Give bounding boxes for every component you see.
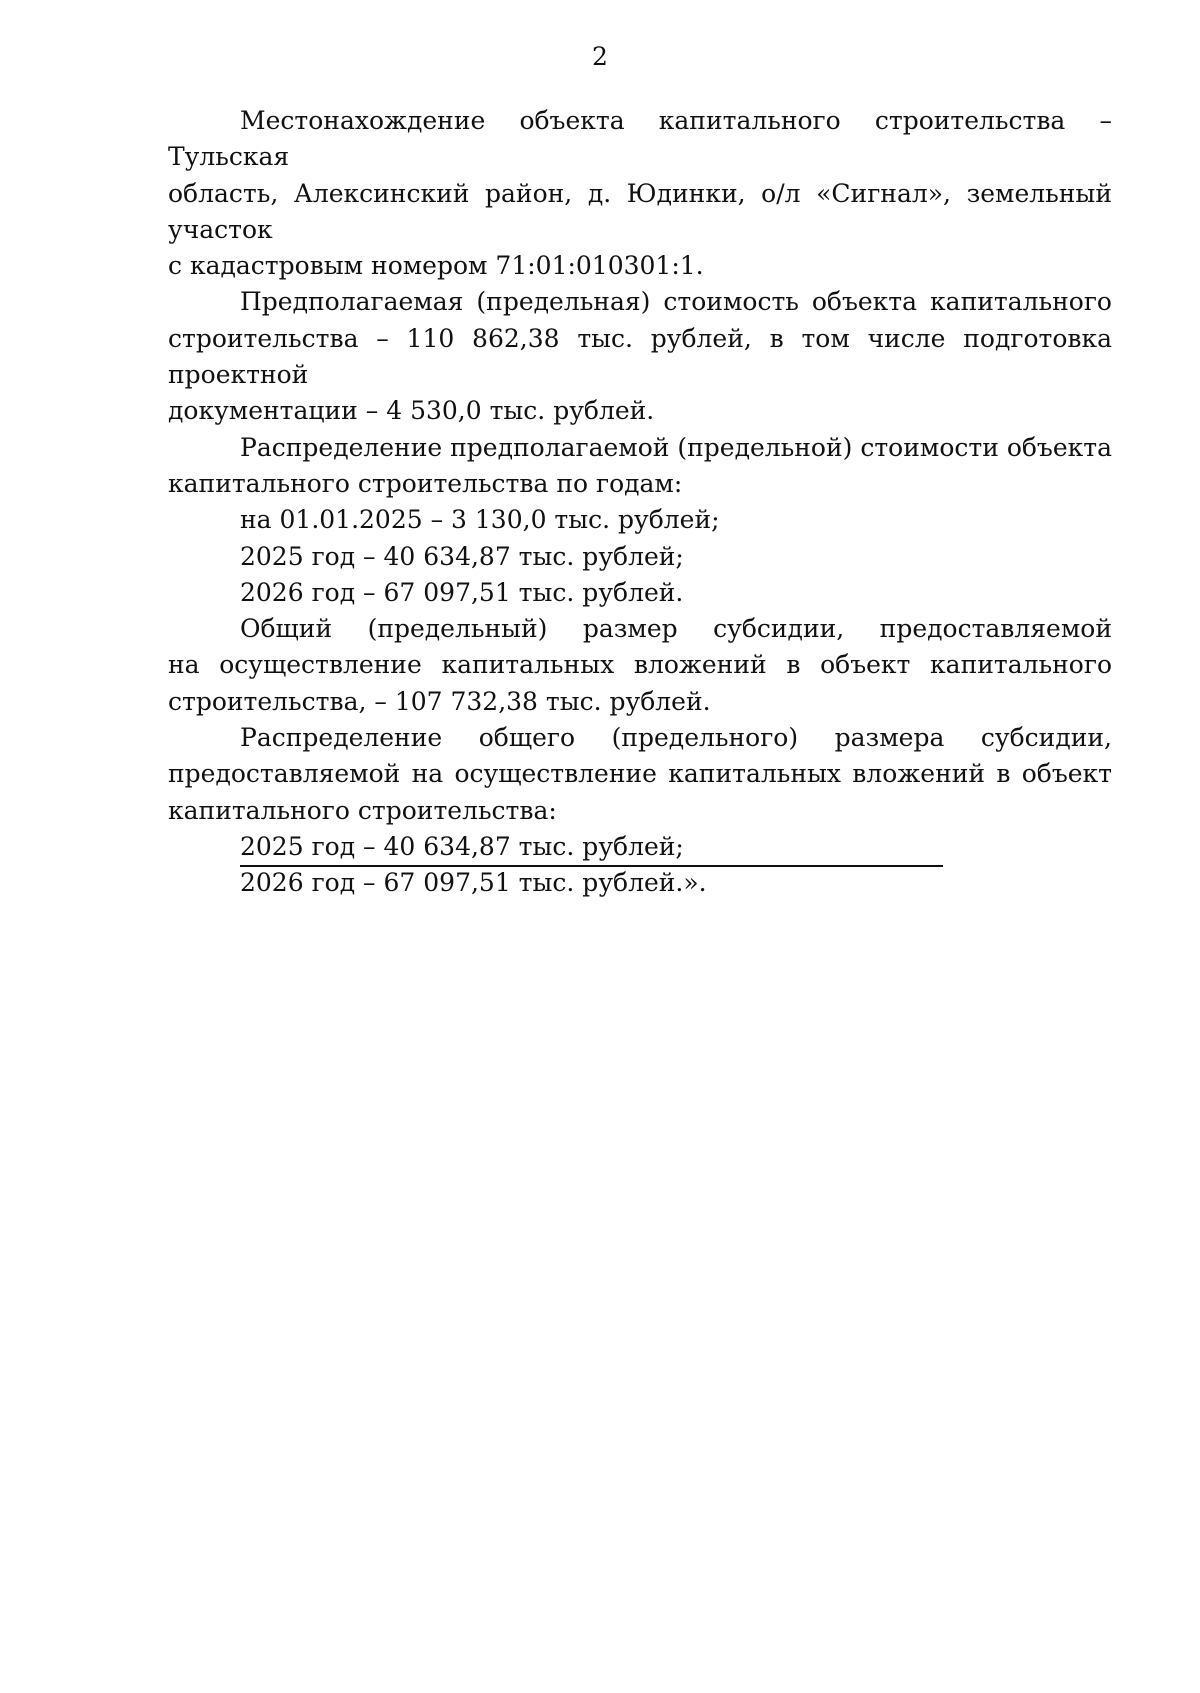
- cost-line-2: строительства – 110 862,38 тыс. рублей, в том числе подготовка проектной: [168, 323, 1112, 390]
- subsidy-line-2: на осуществление капитальных вложений в объект капитального: [168, 650, 1112, 680]
- cost-distribution-line-1: Распределение предполагаемой (предельной) стоимости объекта: [240, 432, 1112, 462]
- subsidy-distribution-item: 2025 год – 40 634,87 тыс. рублей;: [240, 831, 684, 861]
- subsidy-paragraph: [168, 611, 1112, 720]
- cost-line-3: документации – 4 530,0 тыс. рублей.: [168, 396, 655, 426]
- subsidy-distribution-line-3: капитального строительства:: [168, 795, 557, 825]
- cost-distribution-item: 2025 год – 40 634,87 тыс. рублей;: [240, 541, 684, 571]
- subsidy-distribution-paragraph: [168, 720, 1112, 901]
- subsidy-distribution-line-2: предоставляемой на осуществление капитальных вложений в объект: [168, 759, 1112, 789]
- cost-distribution-line-2: капитального строительства по годам:: [168, 468, 683, 498]
- location-line-1: Местонахождение объекта капитального строительства – Тульская: [168, 106, 1112, 172]
- location-line-3: с кадастровым номером 71:01:010301:1.: [168, 251, 704, 281]
- subsidy-line-3: строительства, – 107 732,38 тыс. рублей.: [168, 686, 711, 716]
- cost-distribution-item: на 01.01.2025 – 3 130,0 тыс. рублей;: [240, 505, 720, 535]
- location-paragraph: [168, 103, 1112, 284]
- cost-distribution-item: 2026 год – 67 097,51 тыс. рублей.: [240, 577, 684, 607]
- subsidy-distribution-line-1: Распределение общего (предельного) размера субсидии,: [240, 723, 1112, 753]
- cost-distribution-paragraph: [168, 430, 1112, 611]
- document-body: [168, 103, 1112, 902]
- page-number: 2: [592, 42, 608, 71]
- subsidy-line-1: Общий (предельный) размер субсидии, предоставляемой: [240, 614, 1112, 644]
- subsidy-distribution-item: 2026 год – 67 097,51 тыс. рублей.».: [240, 868, 707, 898]
- location-line-2: область, Алексинский район, д. Юдинки, о/л «Сигнал», земельный участок: [168, 178, 1112, 244]
- cost-line-1: Предполагаемая (предельная) стоимость объекта капитального: [240, 287, 1112, 317]
- cost-paragraph: [168, 284, 1112, 429]
- closing-rule: [240, 865, 943, 867]
